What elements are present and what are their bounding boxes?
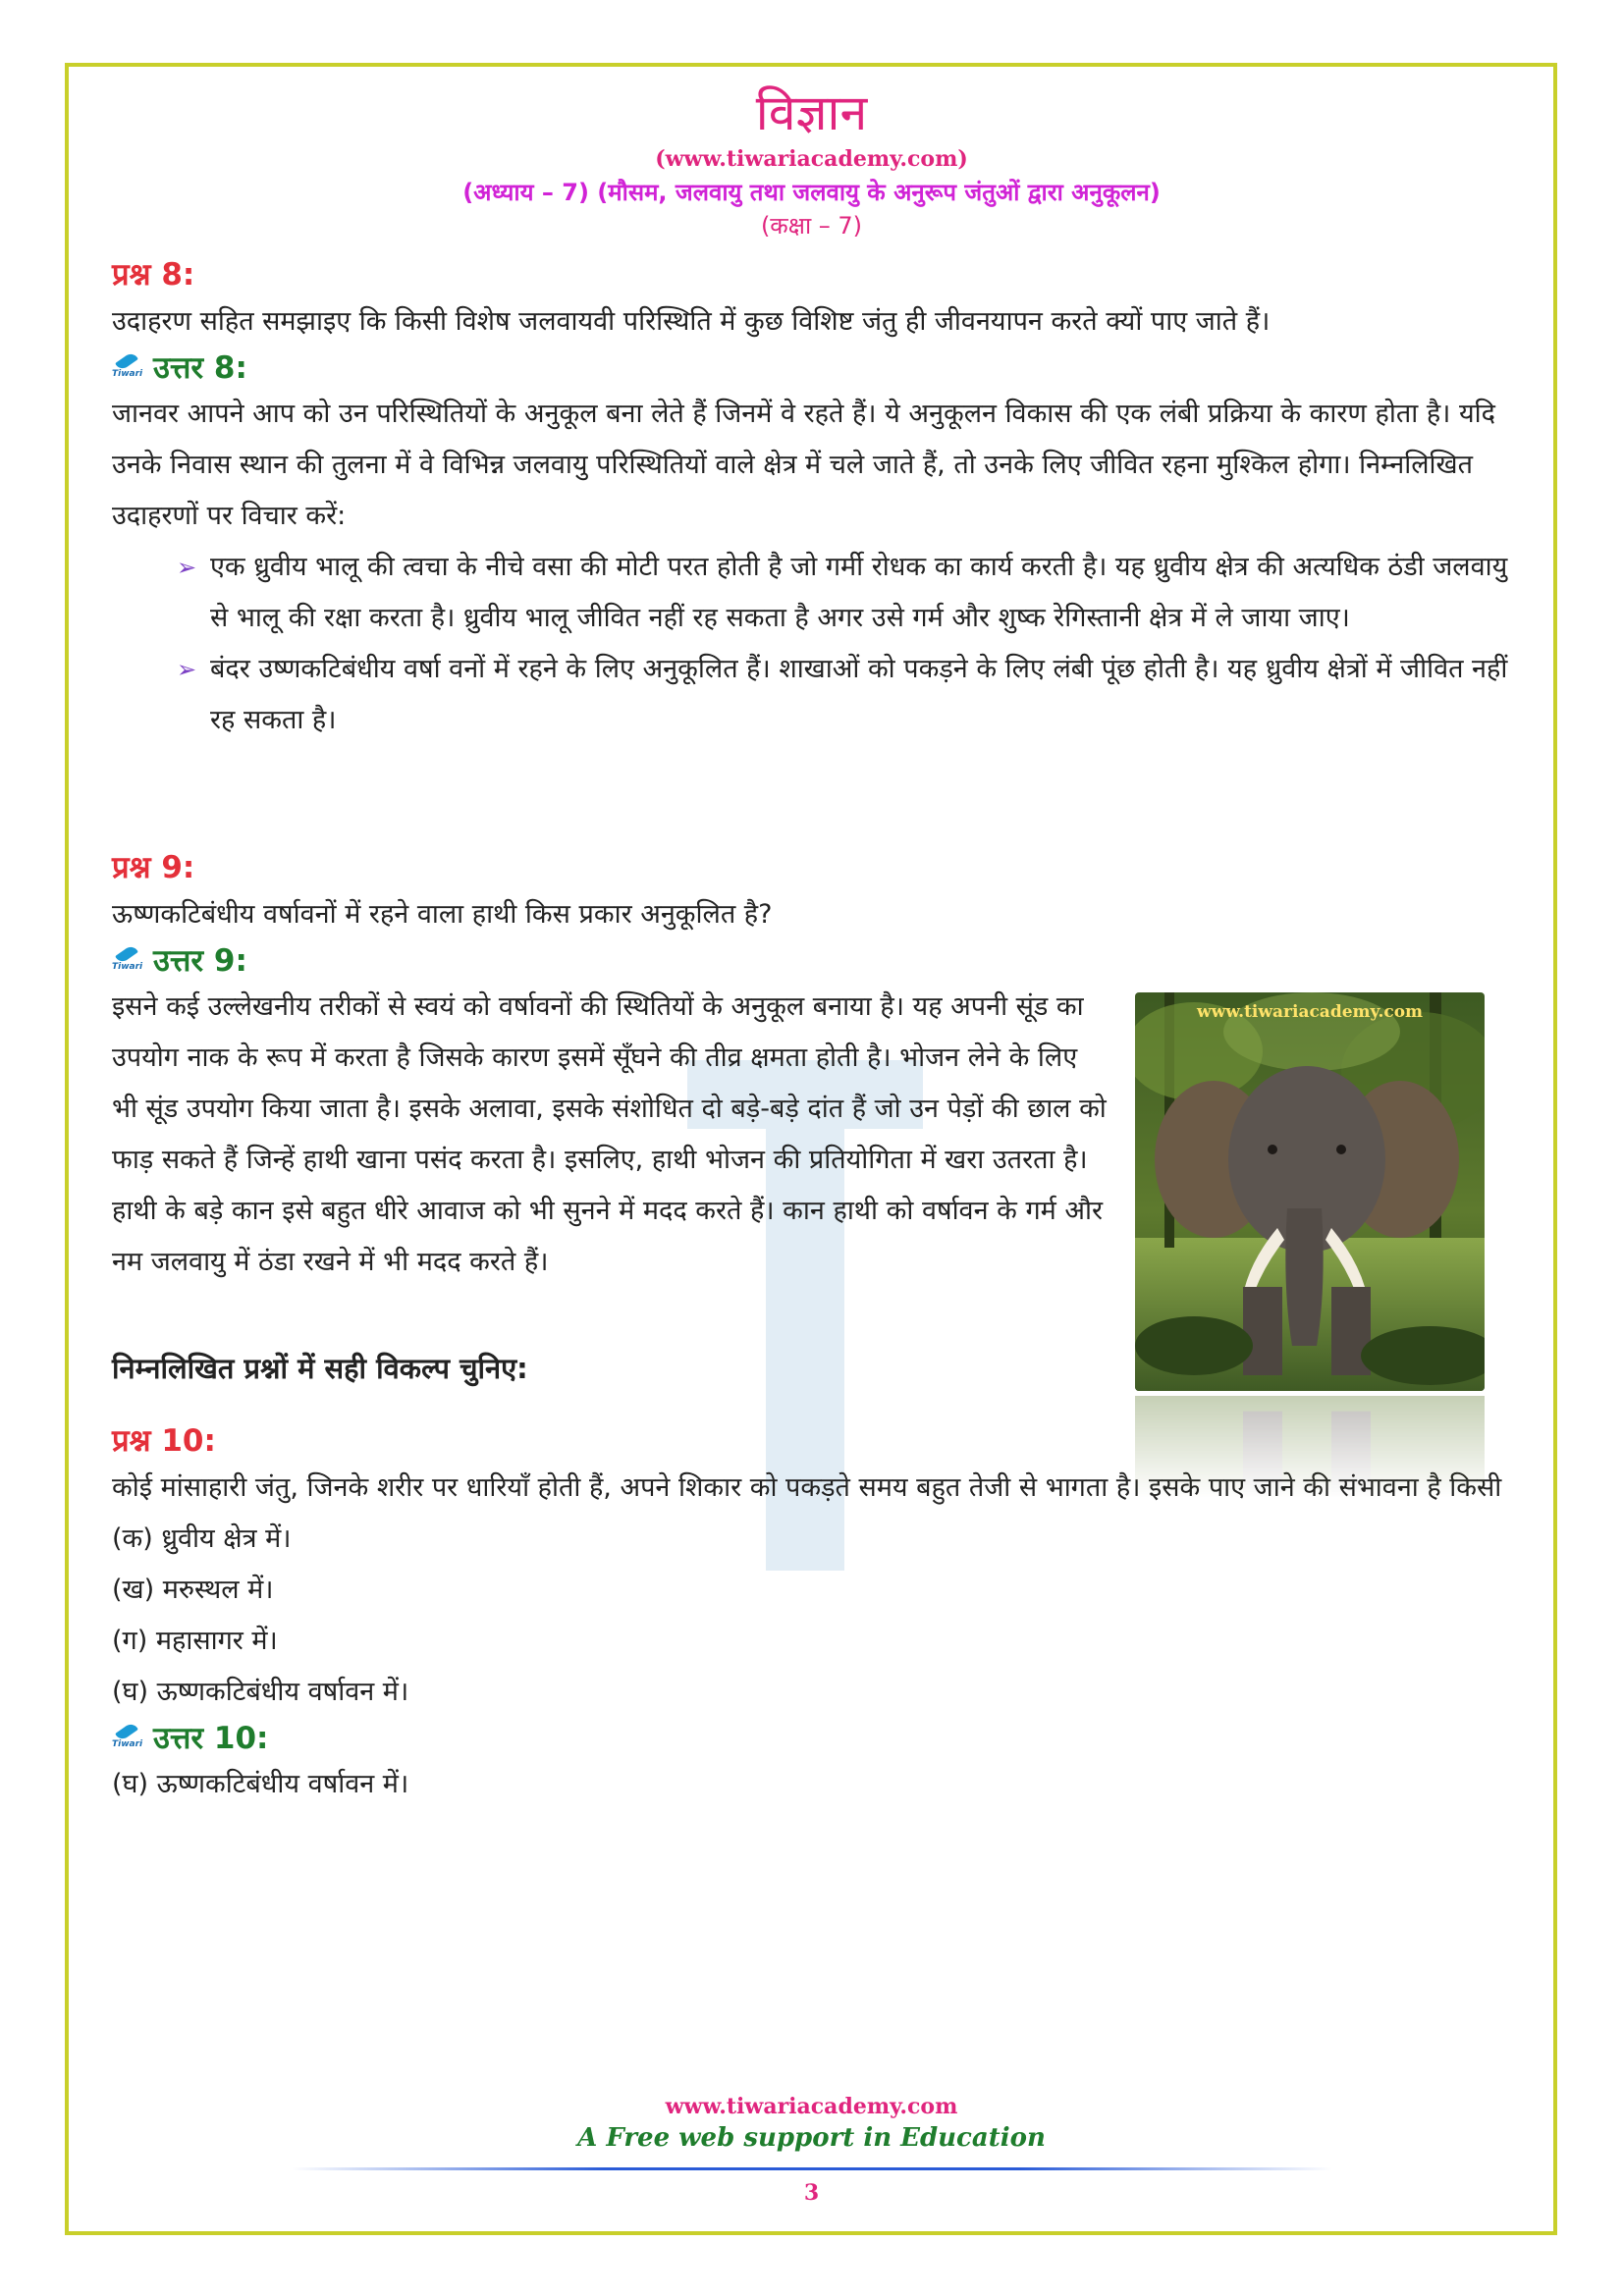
pen-icon-label: Tiwari <box>112 369 143 379</box>
page-header <box>0 82 1623 241</box>
header-site-link[interactable]: (www.tiwariacademy.com) <box>655 146 968 172</box>
question-9-text: ऊष्णकटिबंधीय वर्षावनों में रहने वाला हाथी किस प्रकार अनुकूलित है? <box>112 899 773 930</box>
pen-icon-label: Tiwari <box>112 962 143 972</box>
option-a: (क) ध्रुवीय क्षेत्र में। <box>112 1523 292 1554</box>
elephant-illustration <box>1135 992 1485 1391</box>
option-d: (घ) ऊष्णकटिबंधीय वर्षावन में। <box>112 1677 409 1707</box>
question-8-heading: प्रश्न 8: <box>112 257 195 293</box>
reflection-illustration <box>1135 1396 1485 1498</box>
page-footer <box>0 2091 1623 2206</box>
answer-10-heading-row <box>112 1718 1516 1759</box>
chapter-line: (अध्याय – 7) (मौसम, जलवायु तथा जलवायु के अनुरूप जंतुओं द्वारा अनुकूलन) <box>462 179 1161 206</box>
answer-10-heading: उत्तर 10: <box>153 1721 269 1756</box>
pen-icon <box>112 354 145 382</box>
arrow-bullet-icon: ➢ <box>177 656 197 683</box>
answer-9-heading: उत्तर 9: <box>153 943 247 979</box>
answer-9-heading-row <box>112 940 1516 982</box>
pen-icon-label: Tiwari <box>112 1739 143 1749</box>
option-b: (ख) मरुस्थल में। <box>112 1575 274 1605</box>
example-monkey: बंदर उष्णकटिबंधीय वर्षा वनों में रहने के लिए अनुकूलित हैं। शाखाओं को पकड़ने के लिए लंबी पूंछ होती है। यह ध्रुवीय क्षेत्रों में जीवित नहीं रह सकता है। <box>210 654 1508 735</box>
spacer <box>112 746 1516 846</box>
arrow-bullet-icon: ➢ <box>177 554 197 581</box>
elephant-image-reflection <box>1135 1396 1485 1498</box>
question-8-section <box>112 253 1516 746</box>
footer-divider <box>292 2167 1332 2170</box>
answer-9-text: इसने कई उल्लेखनीय तरीकों से स्वयं को वर्षावनों की स्थितियों के अनुकूल बनाया है। यह अपनी सूंड का उपयोग नाक के रूप में करता है जिसके कारण इसमें सूँघने की तीव्र क्षमता होती है। भोजन लेने के लिए भी सूंड उपयोग किया जाता है। इसके अलावा, इसके संशोधित दो बड़े-बड़े दांत हैं जो उन पेड़ों की छाल को फाड़ सकते हैं जिन्हें हाथी खाना पसंद करता है। इसलिए, हाथी भोजन की प्रतियोगिता में खरा उतरता है। हाथी के बड़े कान इसे बहुत धीरे आवाज को भी सुनने में मदद करते हैं। कान हाथी को वर्षावन के गर्म और नम जलवायु में ठंडा रखने में भी मदद करते हैं। <box>112 991 1107 1277</box>
question-9-heading: प्रश्न 9: <box>112 850 195 885</box>
answer-8-text: जानवर आपने आप को उन परिस्थितियों के अनुकूल बना लेते हैं जिनमें वे रहते हैं। ये अनुकूलन विकास की एक लंबी प्रक्रिया के कारण होता है। यदि उनके निवास स्थान की तुलना में वे विभिन्न जलवायु परिस्थितियों वाले क्षेत्र में चले जाते हैं, तो उनके लिए जीवित रहना मुश्किल होगा। निम्नलिखित उदाहरणों पर विचार करें: <box>112 399 1495 531</box>
answer-8-heading: उत्तर 8: <box>153 350 247 386</box>
mcq-instruction: निम्नलिखित प्रश्नों में सही विकल्प चुनिए: <box>112 1352 528 1385</box>
pen-icon <box>112 1725 145 1752</box>
image-watermark-caption: www.tiwariacademy.com <box>1196 1002 1424 1022</box>
pen-icon <box>112 947 145 975</box>
page-number: 3 <box>803 2180 820 2206</box>
footer-site-link[interactable]: www.tiwariacademy.com <box>665 2094 958 2119</box>
elephant-image <box>1135 992 1485 1391</box>
list-item <box>177 644 1516 746</box>
answer-8-heading-row <box>112 347 1516 389</box>
answer-10-text: (घ) ऊष्णकटिबंधीय वर्षावन में। <box>112 1769 409 1799</box>
example-polar-bear: एक ध्रुवीय भालू की त्वचा के नीचे वसा की मोटी परत होती है जो गर्मी रोधक का कार्य करती है। यह ध्रुवीय क्षेत्र की अत्यधिक ठंडी जलवायु से भालू की रक्षा करता है। ध्रुवीय भालू जीवित नहीं रह सकता है अगर उसे गर्म और शुष्क रेगिस्तानी क्षेत्र में ले जाया जाए। <box>210 552 1508 633</box>
option-c: (ग) महासागर में। <box>112 1626 278 1656</box>
page-title: विज्ञान <box>755 84 868 141</box>
list-item <box>177 542 1516 644</box>
question-10-heading: प्रश्न 10: <box>112 1423 216 1459</box>
answer-8-examples <box>112 542 1516 746</box>
class-line: (कक्षा – 7) <box>760 212 863 240</box>
footer-tagline: A Free web support in Education <box>577 2123 1046 2153</box>
question-10-text: कोई मांसाहारी जंतु, जिनके शरीर पर धारियाँ होती हैं, अपने शिकार को पकड़ते समय बहुत तेजी से भागता है। इसके पाए जाने की संभावना है किसी <box>112 1472 1502 1503</box>
question-8-text: उदाहरण सहित समझाइए कि किसी विशेष जलवायवी परिस्थिति में कुछ विशिष्ट जंतु ही जीवनयापन करते क्यों पाए जाते हैं। <box>112 306 1271 337</box>
